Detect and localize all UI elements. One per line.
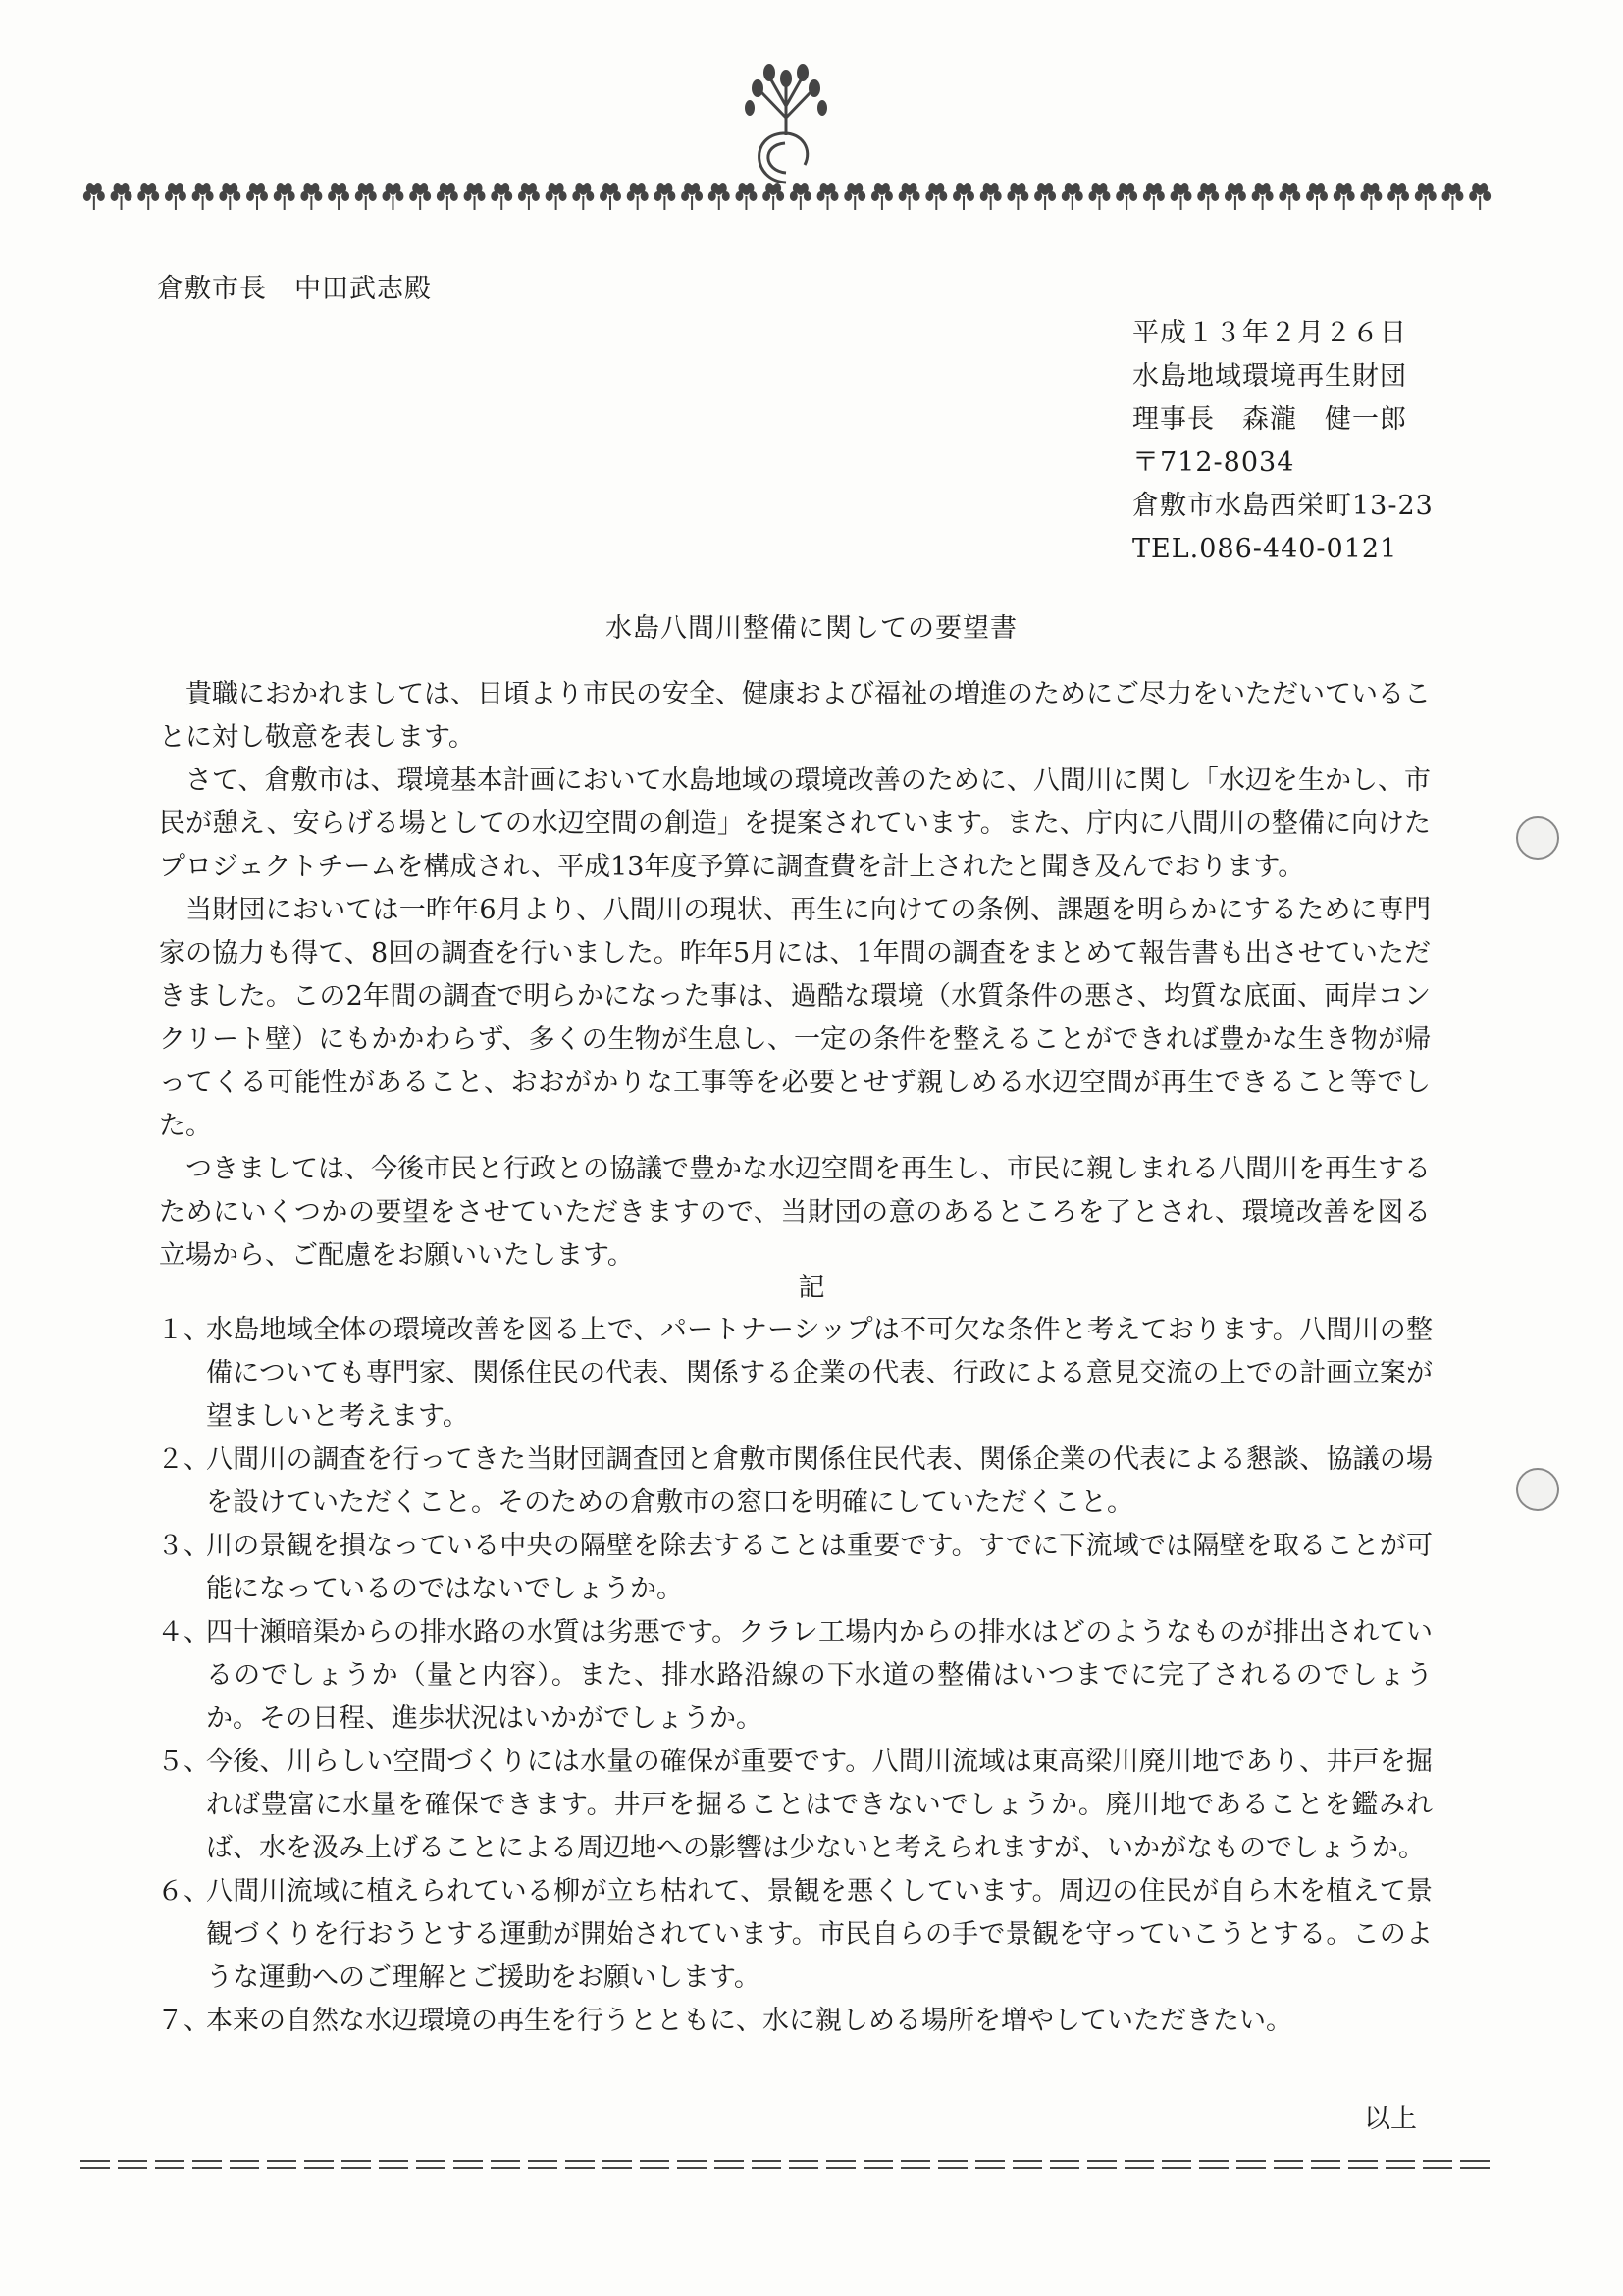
document-body bbox=[159, 673, 1431, 1278]
list-item bbox=[157, 1741, 1433, 1870]
item-number: ７、 bbox=[157, 2006, 210, 2036]
closing-mark: 以上 bbox=[1364, 2104, 1417, 2134]
body-paragraph: 当財団においては一昨年6月より、八間川の現状、再生に向けての条例、課題を明らかにするために専門家の協力も得て、8回の調査を行いました。昨年5月には、1年間の調査をまとめて報告書も出させていただきました。この2年間の調査で明らかになった事は、過酷な環境（水質条件の悪さ、均質な底面、両岸コンクリート壁）にもかかわらず、多くの生物が生息し、一定の条件を整えることができれば豊かな生き物が帰ってくる可能性があること、おおがかりな工事等を必要とせず親しめる水辺空間が再生できること等でした。 bbox=[159, 895, 1431, 1141]
body-paragraph: 貴職におかれましては、日頃より市民の安全、健康および福祉の増進のためにご尽力をいただいていることに対し敬意を表します。 bbox=[159, 679, 1431, 753]
tree-ornament-icon bbox=[654, 183, 675, 210]
item-number: ４、 bbox=[157, 1617, 210, 1647]
tree-ornament-icon bbox=[355, 183, 377, 210]
bottom-double-rule bbox=[80, 2158, 1493, 2171]
tree-ornament-icon bbox=[572, 183, 594, 210]
tree-ornament-icon bbox=[735, 183, 757, 210]
tree-ornament-icon bbox=[1034, 183, 1056, 210]
tree-ornament-icon bbox=[1088, 183, 1110, 210]
item-number: ６、 bbox=[157, 1876, 210, 1906]
body-paragraph: さて、倉敷市は、環境基本計画において水島地域の環境改善のために、八間川に関し「水辺を生かし、市民が憩え、安らげる場としての水辺空間の創造」を提案されています。また、庁内に八間川の整備に向けたプロジェクトチームを構成され、平成13年度予算に調査費を計上されたと聞き及んでおります。 bbox=[159, 765, 1431, 882]
tree-ornament-icon bbox=[1469, 183, 1491, 210]
punch-hole bbox=[1516, 816, 1559, 860]
item-number: １、 bbox=[157, 1315, 210, 1345]
list-item bbox=[157, 1870, 1433, 2000]
tree-ornament-icon bbox=[899, 183, 920, 210]
tree-ornament-icon bbox=[762, 183, 784, 210]
tree-ornament-icon bbox=[1279, 183, 1300, 210]
sender-chairman: 理事長 森瀧 健一郎 bbox=[1132, 404, 1407, 435]
tree-ornament-icon bbox=[300, 183, 322, 210]
item-text: 川の景観を損なっている中央の隔壁を除去することは重要です。すでに下流域では隔壁を取ることが可能になっているのではないでしょうか。 bbox=[206, 1531, 1433, 1604]
list-item bbox=[157, 1611, 1433, 1741]
tree-ornament-icon bbox=[382, 183, 403, 210]
tree-ornament-icon bbox=[1387, 183, 1409, 210]
tree-ornament-icon bbox=[1415, 183, 1437, 210]
document-date: 平成１３年２月２６日 bbox=[1132, 318, 1407, 348]
sender-block bbox=[1132, 312, 1434, 571]
tree-ornament-icon bbox=[274, 183, 295, 210]
sender-organization: 水島地域環境再生財団 bbox=[1132, 361, 1407, 391]
tree-ornament-icon bbox=[817, 183, 839, 210]
addressee: 倉敷市長 中田武志殿 bbox=[157, 274, 432, 304]
tree-ornament-icon bbox=[1116, 183, 1137, 210]
tree-ornament-icon bbox=[1441, 183, 1463, 210]
item-text: 八間川流域に植えられている柳が立ち枯れて、景観を悪くしています。周辺の住民が自ら木を植えて景観づくりを行おうとする運動が開始されています。市民自らの手で景観を守っていこうとする。このような運動へのご理解とご援助をお願いします。 bbox=[206, 1876, 1433, 1993]
item-text: 今後、川らしい空間づくりには水量の確保が重要です。八間川流域は東高梁川廃川地であり、井戸を掘れば豊富に水量を確保できます。井戸を掘ることはできないでしょうか。廃川地であることを鑑みれば、水を汲み上げることによる周辺地への影響は少ないと考えられますが、いかがなものでしょうか。 bbox=[206, 1747, 1433, 1863]
foundation-logo bbox=[732, 57, 840, 184]
sender-postal-code: 〒712-8034 bbox=[1132, 447, 1295, 478]
tree-ornament-border bbox=[80, 183, 1493, 212]
tree-ornament-icon bbox=[1007, 183, 1028, 210]
tree-ornament-icon bbox=[437, 183, 458, 210]
tree-ornament-icon bbox=[192, 183, 214, 210]
tree-ornament-icon bbox=[83, 183, 105, 210]
tree-ornament-icon bbox=[708, 183, 730, 210]
tree-ornament-icon bbox=[1171, 183, 1192, 210]
tree-ornament-icon bbox=[1225, 183, 1246, 210]
item-text: 水島地域全体の環境改善を図る上で、パートナーシップは不可欠な条件と考えております。八間川の整備についても専門家、関係住民の代表、関係する企業の代表、行政による意見交流の上での計画立案が望ましいと考えます。 bbox=[206, 1315, 1433, 1432]
sender-address: 倉敷市水島西栄町13-23 bbox=[1132, 491, 1434, 521]
tree-ornament-icon bbox=[219, 183, 240, 210]
item-text: 四十瀬暗渠からの排水路の水質は劣悪です。クラレ工場内からの排水はどのようなものが排出されているのでしょうか（量と内容）。また、排水路沿線の下水道の整備はいつまでに完了されるのでしょうか。その日程、進歩状況はいかがでしょうか。 bbox=[206, 1617, 1433, 1734]
tree-ornament-icon bbox=[953, 183, 974, 210]
punch-hole bbox=[1516, 1468, 1559, 1511]
ki-heading: 記 bbox=[798, 1273, 825, 1303]
list-item bbox=[157, 1309, 1433, 1438]
tree-ornament-icon bbox=[1252, 183, 1274, 210]
tree-ornament-icon bbox=[246, 183, 268, 210]
item-text: 本来の自然な水辺環境の再生を行うとともに、水に親しめる場所を増やしていただきたい。 bbox=[206, 2006, 1292, 2036]
list-item bbox=[157, 2000, 1433, 2043]
tree-ornament-icon bbox=[681, 183, 703, 210]
tree-ornament-icon bbox=[1306, 183, 1328, 210]
tree-ornament-icon bbox=[925, 183, 947, 210]
tree-ornament-icon bbox=[111, 183, 132, 210]
request-items bbox=[157, 1309, 1433, 2043]
item-number: ３、 bbox=[157, 1531, 210, 1561]
tree-ornament-icon bbox=[546, 183, 567, 210]
item-number: ５、 bbox=[157, 1747, 210, 1777]
tree-ornament-icon bbox=[790, 183, 812, 210]
tree-ornament-icon bbox=[1062, 183, 1083, 210]
document-title: 水島八間川整備に関しての要望書 bbox=[605, 613, 1018, 644]
list-item bbox=[157, 1525, 1433, 1611]
tree-ornament-icon bbox=[1143, 183, 1165, 210]
body-paragraph: つきましては、今後市民と行政との協議で豊かな水辺空間を再生し、市民に親しまれる八間川を再生するためにいくつかの要望をさせていただきますので、当財団の意のあるところを了とされ、環境改善を図る立場から、ご配慮をお願いいたします。 bbox=[159, 1154, 1431, 1271]
tree-ornament-icon bbox=[980, 183, 1002, 210]
item-number: ２、 bbox=[157, 1444, 210, 1475]
tree-ornament-icon bbox=[1334, 183, 1355, 210]
tree-ornament-icon bbox=[1197, 183, 1219, 210]
tree-ornament-icon bbox=[491, 183, 512, 210]
tree-ornament-icon bbox=[871, 183, 893, 210]
tree-ornament-icon bbox=[328, 183, 349, 210]
list-item bbox=[157, 1438, 1433, 1525]
tree-ornament-icon bbox=[165, 183, 186, 210]
tree-ornament-icon bbox=[464, 183, 486, 210]
sender-tel: TEL.086-440-0121 bbox=[1132, 534, 1398, 564]
tree-ornament-icon bbox=[600, 183, 621, 210]
tree-ornament-icon bbox=[518, 183, 540, 210]
tree-ornament-icon bbox=[627, 183, 649, 210]
item-text: 八間川の調査を行ってきた当財団調査団と倉敷市関係住民代表、関係企業の代表による懇談、協議の場を設けていただくこと。そのための倉敷市の窓口を明確にしていただくこと。 bbox=[206, 1444, 1433, 1518]
tree-ornament-icon bbox=[137, 183, 159, 210]
tree-ornament-icon bbox=[1360, 183, 1382, 210]
tree-ornament-icon bbox=[844, 183, 865, 210]
tree-ornament-icon bbox=[409, 183, 431, 210]
